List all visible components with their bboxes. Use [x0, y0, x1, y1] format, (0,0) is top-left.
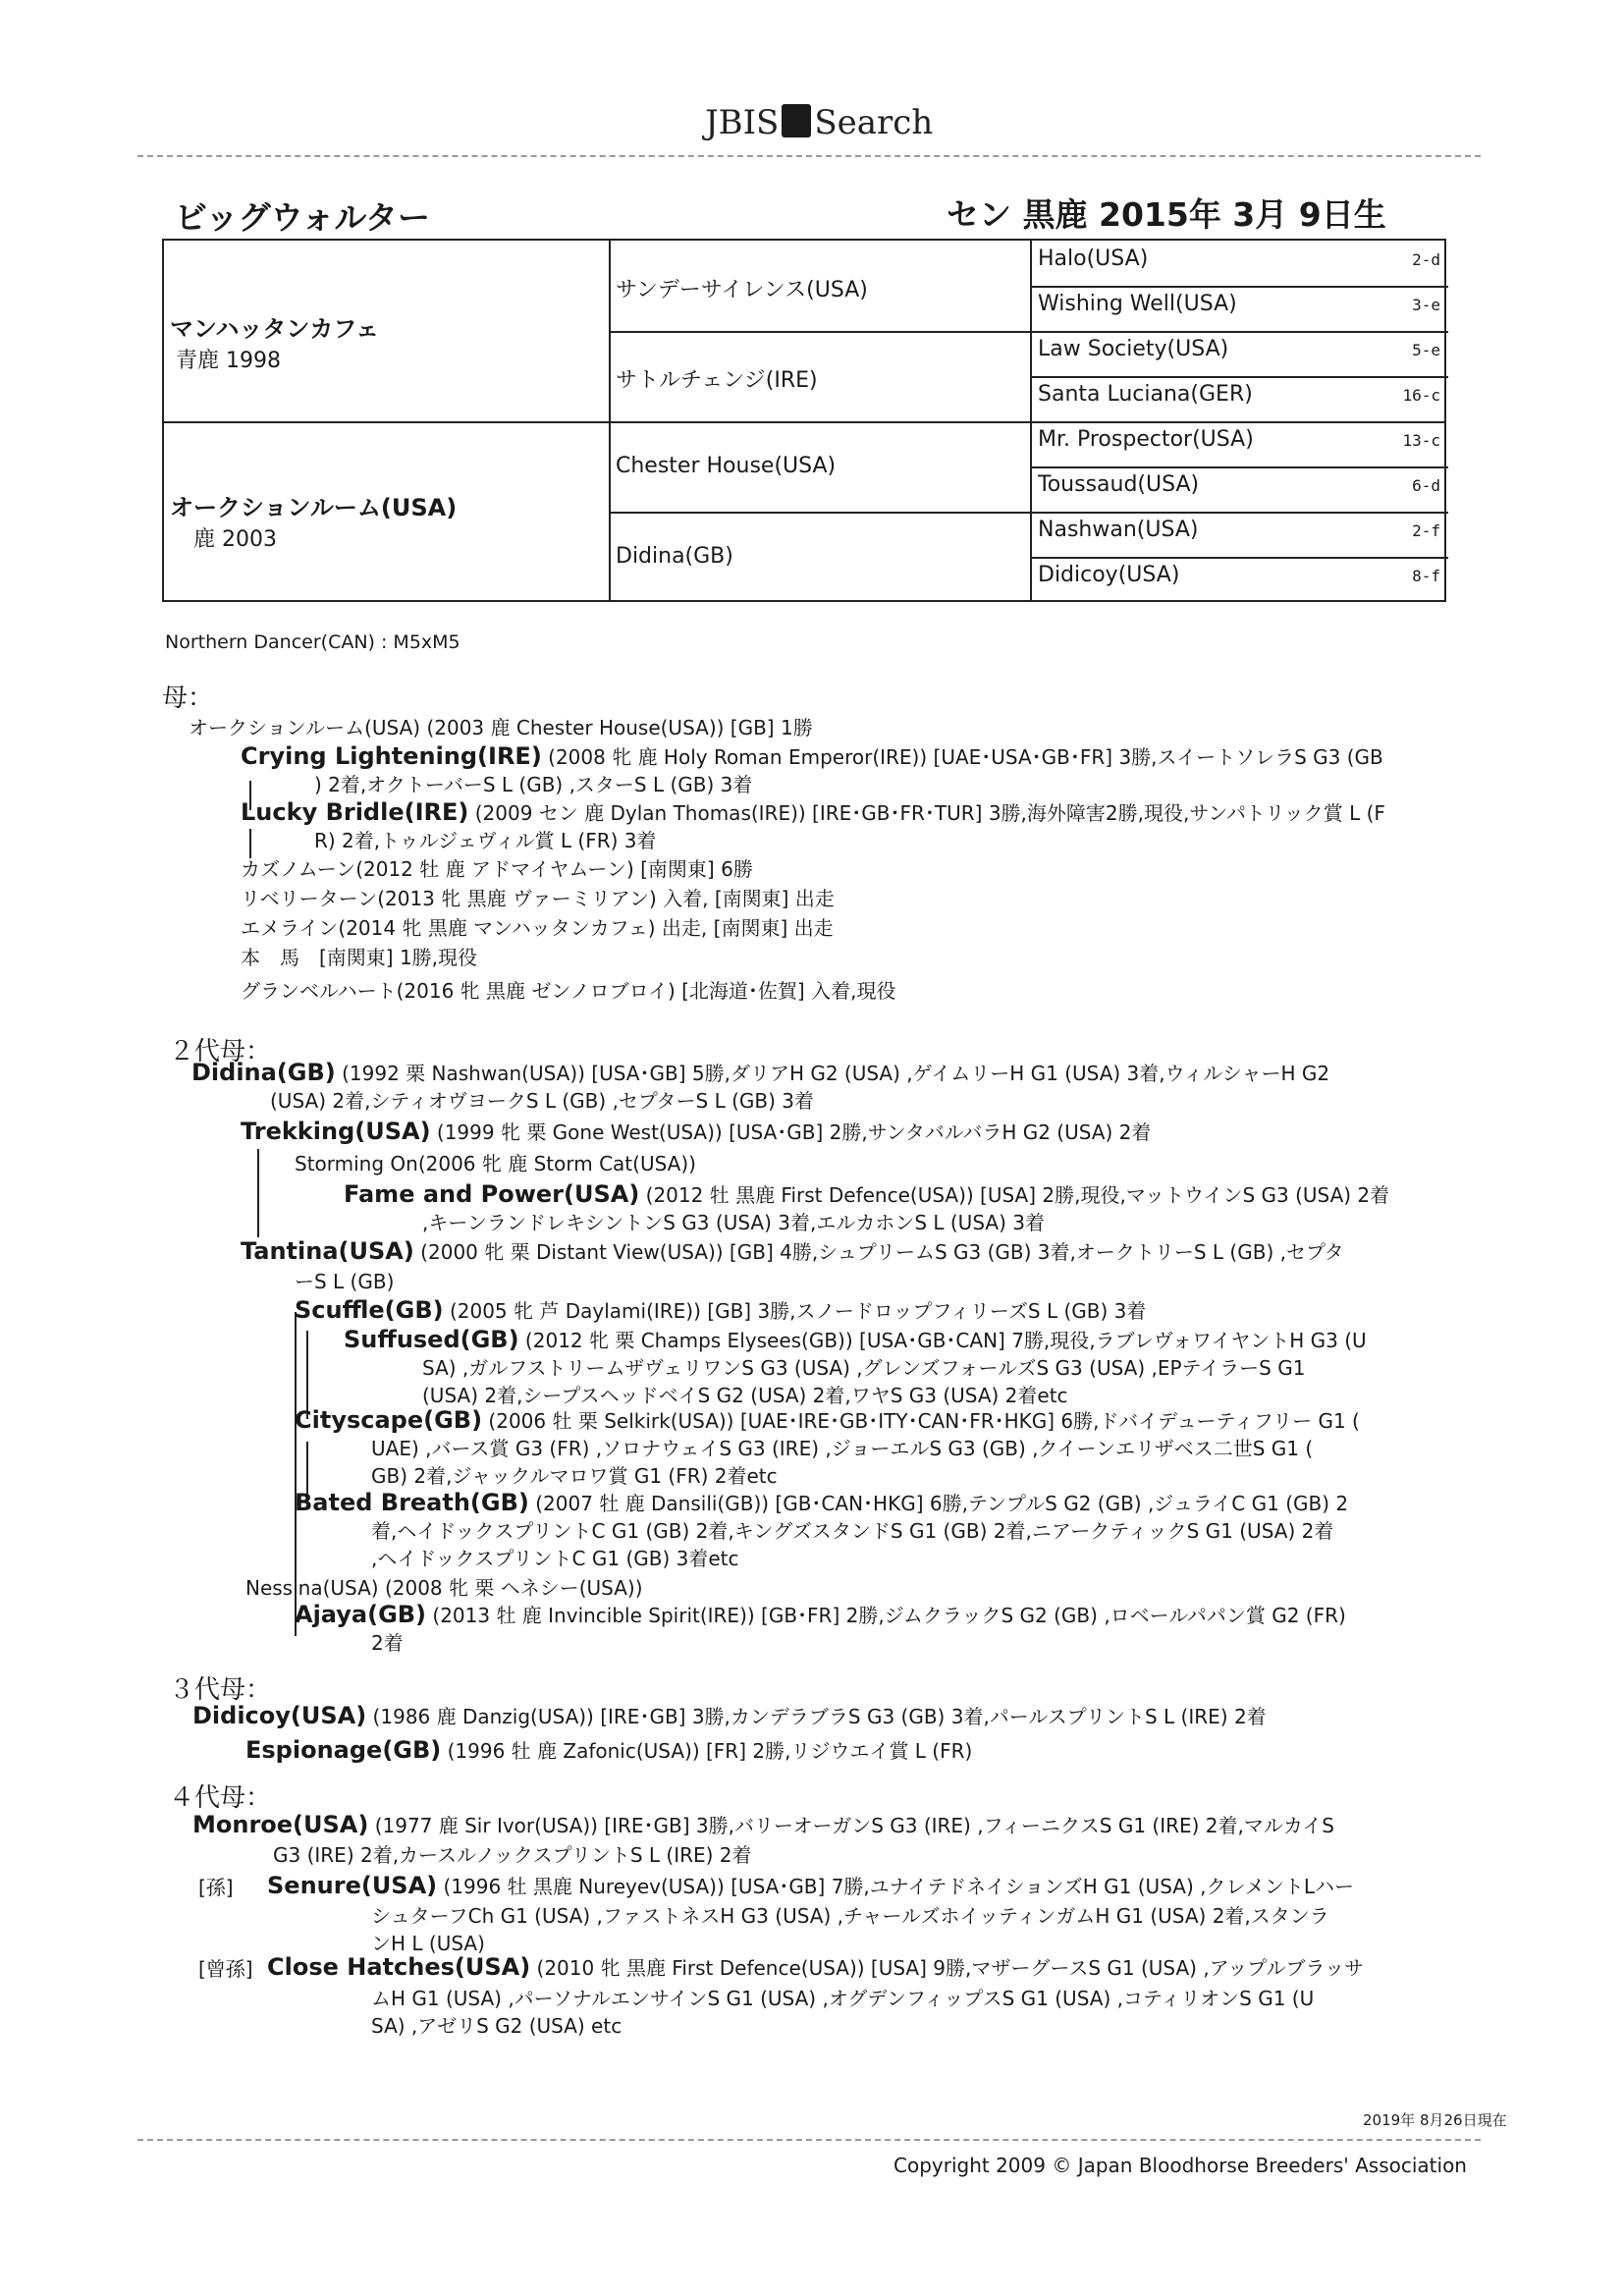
record-line [422, 1383, 1068, 1407]
record-line [241, 945, 477, 969]
horse-logo-icon [782, 104, 811, 137]
record-text: 本 馬 [南関東] 1勝,現役 [241, 946, 478, 969]
section-g3: ３代母： [169, 1675, 272, 1705]
record-line [241, 915, 834, 940]
g2-cell: Didina(GB) [616, 544, 733, 569]
record-line [371, 1463, 778, 1488]
record-text: (1977 鹿 Sir Ivor(USA)) [IRE･GB] 3勝,バリーオーガンS G3 (IRE) ,フィーニクスS G1 (IRE) 2着,マルカイS [368, 1814, 1334, 1837]
record-text: G3 (IRE) 2着,カースルノックスプリントS L (IRE) 2着 [273, 1843, 752, 1867]
tree-connector [249, 829, 251, 858]
dam-detail: 鹿 2003 [193, 527, 277, 552]
record-line [198, 1872, 1355, 1899]
record-text: ンH L (USA) [371, 1932, 485, 1955]
inbreeding-note: Northern Dancer(CAN) : M5xM5 [165, 631, 460, 653]
record-text: R) 2着,トゥルジェヴィル賞 L (FR) 3着 [314, 829, 657, 852]
record-text: (2012 牝 栗 Champs Elysees(GB)) [USA･GB･CAN] 7勝,現役,ラブレヴォワイヤントH G3 (U [518, 1329, 1367, 1352]
record-text: (2008 牝 鹿 Holy Roman Emperor(IRE)) [UAE･USA･GB･FR] 3勝,スイートソレラS G3 (GB [541, 745, 1383, 769]
sire-cell [170, 309, 379, 374]
family-number: 3-e [1412, 296, 1440, 314]
horse-name: ビッグウォルター [175, 198, 431, 237]
horse-name-bold: Espionage(GB) [245, 1736, 442, 1764]
record-line [241, 1239, 1344, 1264]
pedigree-divider [609, 241, 611, 600]
tree-connector [257, 1149, 259, 1237]
horse-name-bold: Crying Lightening(IRE) [241, 742, 542, 770]
dam-cell [170, 488, 457, 553]
family-number: 8-f [1412, 567, 1440, 585]
g3-name: Nashwan(USA) [1038, 518, 1199, 542]
record-line [422, 1355, 1305, 1380]
sire-detail: 青鹿 1998 [176, 349, 281, 373]
horse-name-bold: Didina(GB) [191, 1059, 336, 1086]
horse-name-bold: Senure(USA) [267, 1872, 438, 1899]
horse-name-bold: Close Hatches(USA) [267, 1953, 531, 1981]
copyright: Copyright 2009 © Japan Bloodhorse Breeders' Association [893, 2154, 1467, 2177]
footer-divider [137, 2139, 1481, 2141]
record-text: (2013 牡 鹿 Invincible Spirit(IRE)) [GB･FR] 2勝,ジムクラックS G2 (GB) ,ロベールパパン賞 G2 (FR) [426, 1604, 1346, 1627]
record-text: Storming On(2006 牝 鹿 Storm Cat(USA)) [295, 1152, 696, 1175]
record-text: シュターフCh G1 (USA) ,ファストネスH G3 (USA) ,チャールズホイッティンガムH G1 (USA) 2着,スタンラ [371, 1904, 1329, 1928]
record-text: リベリーターン(2013 牝 黒鹿 ヴァーミリアン) 入着, [南関東] 出走 [241, 887, 835, 910]
record-line [245, 1575, 643, 1600]
record-text: ,ヘイドックスプリントC G1 (GB) 3着etc [371, 1547, 739, 1570]
g3-name: Law Society(USA) [1038, 337, 1229, 361]
record-text: (USA) 2着,シティオヴヨークS L (GB) ,セプターS L (GB) 3着 [270, 1089, 814, 1113]
record-text: 2着 [371, 1631, 404, 1655]
logo-text-right: Search [814, 103, 934, 142]
record-line [191, 1061, 1329, 1085]
g3-cell [1030, 331, 1448, 376]
record-prefix: [孫] [198, 1876, 234, 1899]
g3-cell [1030, 421, 1448, 466]
record-line [270, 1088, 814, 1113]
record-text: (2012 牡 黒鹿 First Defence(USA)) [USA] 2勝,現役,マットウインS G3 (USA) 2着 [639, 1183, 1390, 1207]
record-line [273, 1842, 752, 1867]
record-line [422, 1210, 1045, 1234]
record-text: ) 2着,オクトーバーS L (GB) ,スターS L (GB) 3着 [314, 773, 753, 796]
horse-name-bold: Didicoy(USA) [192, 1702, 367, 1729]
record-text: (2000 牝 栗 Distant View(USA)) [GB] 4勝,シュプリームS G3 (GB) 3着,オークトリーS L (GB) ,セプタ [413, 1240, 1344, 1264]
record-text: (2010 牝 黒鹿 First Defence(USA)) [USA] 9勝,マザーグースS G1 (USA) ,アップルブラッサ [530, 1956, 1365, 1980]
g3-name: Halo(USA) [1038, 246, 1149, 271]
dam-name: オークションルーム(USA) [170, 494, 458, 521]
record-line [192, 1813, 1334, 1837]
record-text: Nessina(USA) (2008 牝 栗 ヘネシー(USA)) [245, 1576, 643, 1600]
family-number: 2-f [1412, 521, 1440, 540]
family-number: 16-c [1402, 386, 1440, 405]
g3-cell [1030, 466, 1448, 512]
record-text: (2009 セン 鹿 Dylan Thomas(IRE)) [IRE･GB･FR･TUR] 3勝,海外障害2勝,現役,サンパトリック賞 L (F [468, 801, 1385, 825]
header-divider [137, 155, 1481, 157]
record-line [295, 1269, 394, 1293]
record-line [241, 978, 895, 1003]
record-line [241, 744, 1383, 769]
record-line [295, 1491, 1348, 1515]
section-dam: 母： [162, 683, 214, 713]
record-text: 着,ヘイドックスプリントC G1 (GB) 2着,キングズスタンドS G1 (GB) 2着,ニアークティックS G1 (USA) 2着 [371, 1519, 1334, 1543]
record-text: (USA) 2着,シープスヘッドベイS G2 (USA) 2着,ワヤS G3 (USA) 2着etc [422, 1384, 1068, 1407]
record-line [245, 1738, 972, 1763]
logo-text-left: JBIS [705, 103, 780, 142]
record-text: (2007 牡 鹿 Dansili(GB)) [GB･CAN･HKG] 6勝,テンプルS G2 (GB) ,ジュライC G1 (GB) 2 [528, 1492, 1349, 1515]
horse-name-bold: Lucky Bridle(IRE) [241, 798, 469, 826]
horse-name-bold: Tantina(USA) [241, 1237, 414, 1265]
record-line [314, 828, 656, 852]
record-line [241, 856, 753, 881]
record-line [295, 1408, 1360, 1433]
record-text: SA) ,アゼリS G2 (USA) etc [371, 2014, 623, 2038]
section-g2: ２代母： [169, 1037, 272, 1066]
record-text: ムH G1 (USA) ,パーソナルエンサインS G1 (USA) ,オグデンフィップスS G1 (USA) ,コティリオンS G1 (U [371, 1987, 1315, 2010]
g3-cell [1030, 376, 1448, 421]
record-line [241, 1120, 1151, 1144]
record-line [198, 1953, 1365, 1981]
record-text: エメライン(2014 牝 黒鹿 マンハッタンカフェ) 出走, [南関東] 出走 [241, 916, 834, 940]
record-prefix: [曾孫] [198, 1957, 253, 1981]
section-g4: ４代母： [169, 1783, 272, 1813]
family-number: 2-d [1412, 250, 1440, 269]
record-text: (2006 牡 栗 Selkirk(USA)) [UAE･IRE･GB･ITY･CAN･FR･HKG] 6勝,ドバイデューティフリー G1 ( [482, 1409, 1360, 1433]
g3-name: Mr. Prospector(USA) [1038, 427, 1254, 452]
g3-cell [1030, 241, 1448, 286]
record-line [371, 1518, 1333, 1543]
g3-name: Wishing Well(USA) [1038, 292, 1237, 316]
record-text: (1986 鹿 Danzig(USA)) [IRE･GB] 3勝,カンデラブラS G3 (GB) 3着,パールスプリントS L (IRE) 2着 [366, 1705, 1267, 1728]
sire-name: マンハッタンカフェ [170, 315, 380, 343]
family-number: 5-e [1412, 341, 1440, 359]
record-text: (1996 牡 黒鹿 Nureyev(USA)) [USA･GB] 7勝,ユナイテドネイションズH G1 (USA) ,クレメントLハー [437, 1875, 1355, 1898]
record-text: ーS L (GB) [295, 1270, 395, 1293]
horse-name-bold: Fame and Power(USA) [344, 1180, 640, 1208]
record-text: グランベルハート(2016 牝 黒鹿 ゼンノロブロイ) [北海道･佐賀] 入着,現役 [241, 979, 896, 1003]
record-text: (1996 牡 鹿 Zafonic(USA)) [FR] 2勝,リジウエイ賞 L (FR) [441, 1739, 973, 1763]
record-text: (2005 牝 芦 Daylami(IRE)) [GB] 3勝,スノードロップフィリーズS L (GB) 3着 [443, 1299, 1147, 1323]
record-line [189, 715, 813, 739]
g3-name: Santa Luciana(GER) [1038, 382, 1253, 407]
record-text: オークションルーム(USA) (2003 鹿 Chester House(USA)) [GB] 1勝 [189, 716, 813, 739]
horse-name-bold: Suffused(GB) [344, 1326, 519, 1353]
record-line [344, 1182, 1389, 1207]
as-of-date: 2019年 8月26日現在 [1363, 2111, 1507, 2129]
record-line [371, 1630, 404, 1655]
record-text: (1992 栗 Nashwan(USA)) [USA･GB] 5勝,ダリアH G2 (USA) ,ゲイムリーH G1 (USA) 3着,ウィルシャーH G2 [335, 1062, 1330, 1085]
record-text: SA) ,ガルフストリームザヴェリワンS G3 (USA) ,グレンズフォールズS G3 (USA) ,EPテイラーS G1 [422, 1356, 1306, 1380]
g3-cell [1030, 286, 1448, 331]
record-line [295, 1151, 696, 1175]
record-text: カズノムーン(2012 牡 鹿 アドマイヤムーン) [南関東] 6勝 [241, 857, 753, 881]
record-line [371, 1546, 739, 1570]
record-line [371, 1903, 1329, 1928]
g2-cell: Chester House(USA) [616, 454, 837, 478]
record-line [371, 1931, 485, 1955]
pedigree-table [162, 239, 1446, 602]
family-number: 13-c [1402, 431, 1440, 450]
record-line [295, 1603, 1346, 1627]
g2-cell: サンデーサイレンス(USA) [616, 278, 868, 302]
record-text: UAE) ,バース賞 G3 (FR) ,ソロナウェイS G3 (IRE) ,ジョーエルS G3 (GB) ,クイーンエリザベス二世S G1 ( [371, 1437, 1314, 1460]
record-line [295, 1298, 1146, 1323]
record-line [241, 800, 1385, 825]
record-line [371, 2013, 622, 2038]
horse-info: セン 黒鹿 2015年 3月 9日生 [947, 195, 1386, 234]
horse-name-bold: Cityscape(GB) [295, 1406, 483, 1434]
horse-name-bold: Bated Breath(GB) [295, 1489, 529, 1516]
g3-name: Toussaud(USA) [1038, 472, 1200, 497]
g3-cell [1030, 512, 1448, 557]
g3-cell [1030, 557, 1448, 602]
record-line [371, 1986, 1314, 2010]
record-text: (1999 牝 栗 Gone West(USA)) [USA･GB] 2勝,サンタバルバラH G2 (USA) 2着 [430, 1121, 1152, 1144]
record-line [371, 1436, 1313, 1460]
record-line [314, 772, 752, 796]
horse-name-bold: Trekking(USA) [241, 1118, 431, 1145]
family-number: 6-d [1412, 476, 1440, 495]
horse-name-bold: Ajaya(GB) [295, 1601, 427, 1628]
g3-name: Didicoy(USA) [1038, 563, 1180, 587]
record-line [192, 1704, 1267, 1728]
horse-name-bold: Monroe(USA) [192, 1811, 369, 1838]
g2-cell: サトルチェンジ(IRE) [616, 368, 818, 393]
record-line [241, 886, 835, 910]
jbis-search-logo [705, 103, 933, 142]
record-text: GB) 2着,ジャックルマロワ賞 G1 (FR) 2着etc [371, 1464, 778, 1488]
record-line [344, 1328, 1367, 1352]
record-text: ,キーンランドレキシントンS G3 (USA) 3着,エルカホンS L (USA) 3着 [422, 1211, 1045, 1234]
horse-name-bold: Scuffle(GB) [295, 1296, 444, 1324]
